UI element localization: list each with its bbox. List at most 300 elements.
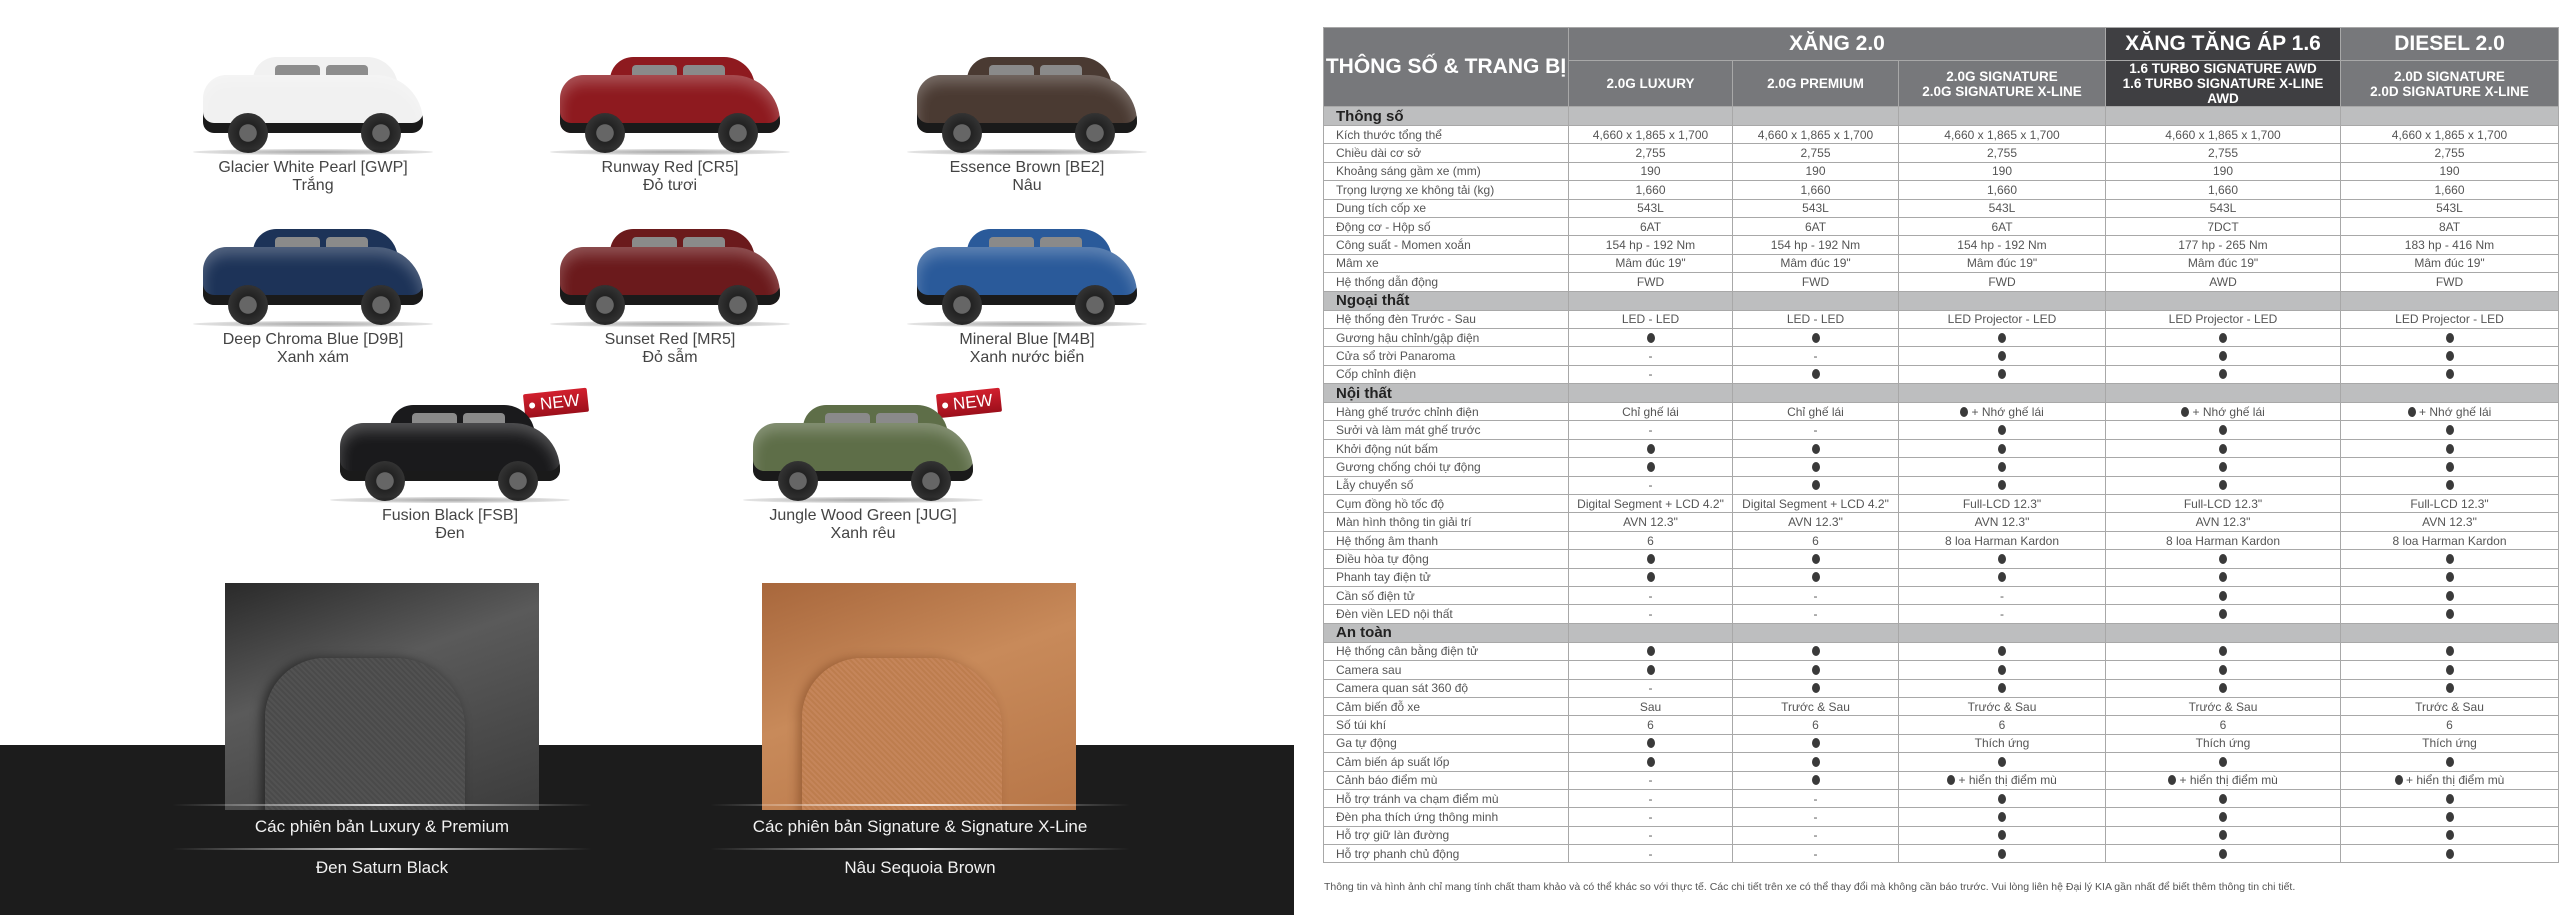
spec-label: Hệ thống âm thanh bbox=[1324, 531, 1569, 549]
spec-value bbox=[1569, 642, 1733, 660]
spec-label: Cần số điện tử bbox=[1324, 586, 1569, 604]
spec-value: 6 bbox=[1733, 716, 1899, 734]
check-dot-icon bbox=[1998, 572, 2006, 582]
spec-value: Sau bbox=[1569, 697, 1733, 715]
spec-value bbox=[2106, 421, 2341, 439]
spec-value bbox=[2106, 586, 2341, 604]
spec-value bbox=[1569, 550, 1733, 568]
spec-value bbox=[1899, 458, 2106, 476]
spec-value: 8 loa Harman Kardon bbox=[2341, 531, 2559, 549]
spec-value: - bbox=[1733, 347, 1899, 365]
spec-value bbox=[1733, 439, 1899, 457]
spec-value: 4,660 x 1,865 x 1,700 bbox=[2341, 126, 2559, 144]
check-dot-icon bbox=[1998, 683, 2006, 693]
spec-value: 154 hp - 192 Nm bbox=[1899, 236, 2106, 254]
spec-value bbox=[1899, 365, 2106, 383]
wheel-icon bbox=[498, 461, 538, 501]
spec-value bbox=[1733, 550, 1899, 568]
variant-label: 2.0G PREMIUM bbox=[1767, 76, 1864, 91]
check-dot-icon bbox=[1998, 554, 2006, 564]
color-name-vn: Xanh rêu bbox=[830, 525, 896, 542]
spec-value bbox=[2341, 586, 2559, 604]
spec-value: - bbox=[1733, 845, 1899, 863]
spec-value bbox=[2341, 328, 2559, 346]
spec-value: LED Projector - LED bbox=[2106, 310, 2341, 328]
check-dot-icon bbox=[1647, 462, 1655, 472]
spec-value bbox=[1899, 661, 2106, 679]
check-dot-icon bbox=[1998, 794, 2006, 804]
wheel-icon bbox=[361, 113, 401, 153]
spec-value-text: + Nhớ ghế lái bbox=[1968, 404, 2044, 419]
spec-value: 4,660 x 1,865 x 1,700 bbox=[1733, 126, 1899, 144]
check-dot-icon bbox=[2219, 830, 2227, 840]
spec-value: - bbox=[1733, 789, 1899, 807]
check-dot-icon bbox=[1647, 665, 1655, 675]
check-dot-icon bbox=[2446, 812, 2454, 822]
table-row bbox=[1324, 568, 2559, 586]
spec-value: 543L bbox=[1733, 199, 1899, 217]
table-row bbox=[1324, 365, 2559, 383]
spec-value: - bbox=[1733, 586, 1899, 604]
color-card bbox=[300, 390, 600, 543]
spec-value: 543L bbox=[1569, 199, 1733, 217]
check-dot-icon bbox=[2219, 369, 2227, 379]
spec-value bbox=[1733, 642, 1899, 660]
spec-value: 4,660 x 1,865 x 1,700 bbox=[2106, 126, 2341, 144]
spec-label: Hỗ trợ phanh chủ động bbox=[1324, 845, 1569, 863]
spec-value: 6 bbox=[2106, 716, 2341, 734]
spec-value: 2,755 bbox=[1733, 144, 1899, 162]
spec-value: LED - LED bbox=[1569, 310, 1733, 328]
wheel-icon bbox=[718, 113, 758, 153]
spec-value bbox=[2341, 826, 2559, 844]
spec-value bbox=[2106, 403, 2341, 421]
spec-label: Cửa sổ trời Panaroma bbox=[1324, 347, 1569, 365]
wheel-icon bbox=[718, 285, 758, 325]
spec-value: 154 hp - 192 Nm bbox=[1569, 236, 1733, 254]
spec-value bbox=[2106, 661, 2341, 679]
color-card bbox=[877, 45, 1177, 195]
check-dot-icon bbox=[1812, 554, 1820, 564]
spec-value: 543L bbox=[2106, 199, 2341, 217]
spec-value bbox=[1899, 826, 2106, 844]
check-dot-icon bbox=[1812, 646, 1820, 656]
new-badge: NEW bbox=[523, 388, 589, 419]
spec-label: Cụm đồng hồ tốc độ bbox=[1324, 495, 1569, 513]
group-header-diesel-2-0: DIESEL 2.0 bbox=[2341, 28, 2559, 61]
check-dot-icon bbox=[2446, 609, 2454, 619]
section-filler bbox=[2106, 107, 2341, 126]
spec-value: 1,660 bbox=[1569, 181, 1733, 199]
spec-value: Full-LCD 12.3" bbox=[2341, 495, 2559, 513]
spec-value: FWD bbox=[1569, 273, 1733, 291]
divider bbox=[710, 848, 1130, 850]
spec-value: 2,755 bbox=[2106, 144, 2341, 162]
spec-label: Cảm biến đỗ xe bbox=[1324, 697, 1569, 715]
check-dot-icon bbox=[1812, 369, 1820, 379]
check-dot-icon bbox=[2395, 775, 2403, 785]
wheel-icon bbox=[228, 113, 268, 153]
spec-value bbox=[2106, 679, 2341, 697]
spec-value bbox=[1899, 403, 2106, 421]
divider bbox=[710, 804, 1130, 806]
check-dot-icon bbox=[2219, 572, 2227, 582]
variant-header bbox=[1569, 61, 1733, 107]
section-filler bbox=[2341, 384, 2559, 403]
check-dot-icon bbox=[1647, 757, 1655, 767]
check-dot-icon bbox=[2219, 591, 2227, 601]
check-dot-icon bbox=[1812, 572, 1820, 582]
spec-value bbox=[1733, 734, 1899, 752]
spec-value: AVN 12.3" bbox=[1899, 513, 2106, 531]
spec-label: Kích thước tổng thể bbox=[1324, 126, 1569, 144]
spec-value bbox=[2106, 753, 2341, 771]
spec-value bbox=[2341, 845, 2559, 863]
table-row bbox=[1324, 826, 2559, 844]
check-dot-icon bbox=[2446, 665, 2454, 675]
check-dot-icon bbox=[1812, 757, 1820, 767]
color-name-vn: Trắng bbox=[292, 177, 334, 194]
spec-value bbox=[2341, 403, 2559, 421]
color-card bbox=[163, 45, 463, 195]
color-name: Fusion Black [FSB] bbox=[381, 507, 519, 524]
spec-value: 543L bbox=[2341, 199, 2559, 217]
section-title: Nội thất bbox=[1324, 384, 1569, 403]
spec-label: Hệ thống dẫn động bbox=[1324, 273, 1569, 291]
wheel-icon bbox=[585, 113, 625, 153]
check-dot-icon bbox=[1647, 333, 1655, 343]
check-dot-icon bbox=[2219, 462, 2227, 472]
check-dot-icon bbox=[2446, 333, 2454, 343]
spec-value: 1,660 bbox=[2341, 181, 2559, 199]
table-row bbox=[1324, 421, 2559, 439]
spec-label: Dung tích cốp xe bbox=[1324, 199, 1569, 217]
variant-label: 2.0D SIGNATURE X-LINE bbox=[2370, 83, 2529, 99]
spec-value bbox=[2341, 421, 2559, 439]
spec-label: Công suất - Momen xoắn bbox=[1324, 236, 1569, 254]
spec-value-text: + hiển thị điểm mù bbox=[2176, 773, 2278, 788]
spec-value bbox=[2106, 771, 2341, 789]
spec-value: 190 bbox=[1569, 162, 1733, 180]
spec-value bbox=[2106, 605, 2341, 623]
color-name-vn: Nâu bbox=[1012, 177, 1042, 194]
spec-label: Gương chống chói tự động bbox=[1324, 458, 1569, 476]
spec-label: Lẫy chuyển số bbox=[1324, 476, 1569, 494]
section-filler bbox=[1899, 384, 2106, 403]
spec-value: 190 bbox=[1733, 162, 1899, 180]
spec-label: Mâm xe bbox=[1324, 254, 1569, 272]
spec-value-text: + hiển thị điểm mù bbox=[2402, 773, 2505, 788]
table-row bbox=[1324, 254, 2559, 272]
table-row bbox=[1324, 199, 2559, 217]
check-dot-icon bbox=[2446, 794, 2454, 804]
section-header-row bbox=[1324, 384, 2559, 403]
color-card bbox=[713, 390, 1013, 543]
check-dot-icon bbox=[2219, 351, 2227, 361]
spec-value: 183 hp - 416 Nm bbox=[2341, 236, 2559, 254]
section-title: Thông số bbox=[1324, 107, 1569, 126]
check-dot-icon bbox=[1647, 554, 1655, 564]
spec-value: FWD bbox=[1899, 273, 2106, 291]
check-dot-icon bbox=[1647, 738, 1655, 748]
spec-label: Khoảng sáng gầm xe (mm) bbox=[1324, 162, 1569, 180]
spec-value: 1,660 bbox=[1733, 181, 1899, 199]
check-dot-icon bbox=[1647, 572, 1655, 582]
check-dot-icon bbox=[2219, 757, 2227, 767]
table-row bbox=[1324, 217, 2559, 235]
check-dot-icon bbox=[2181, 407, 2189, 417]
spec-value bbox=[2106, 642, 2341, 660]
color-name: Deep Chroma Blue [D9B] bbox=[222, 331, 404, 348]
spec-value: LED - LED bbox=[1733, 310, 1899, 328]
section-filler bbox=[1733, 291, 1899, 310]
variant-label: 2.0G SIGNATURE X-LINE bbox=[1922, 83, 2082, 99]
spec-label: Ga tự động bbox=[1324, 734, 1569, 752]
color-name-vn: Xanh nước biển bbox=[969, 349, 1085, 366]
spec-value bbox=[1899, 642, 2106, 660]
spec-label: Gương hậu chỉnh/gập điện bbox=[1324, 328, 1569, 346]
table-row bbox=[1324, 679, 2559, 697]
spec-value bbox=[1733, 771, 1899, 789]
check-dot-icon bbox=[1812, 444, 1820, 454]
interior-swatch-saturn-black bbox=[225, 583, 539, 810]
spec-value bbox=[2341, 568, 2559, 586]
check-dot-icon bbox=[1812, 683, 1820, 693]
check-dot-icon bbox=[2446, 849, 2454, 859]
spec-value bbox=[1899, 679, 2106, 697]
spec-value: 154 hp - 192 Nm bbox=[1733, 236, 1899, 254]
wheel-icon bbox=[942, 285, 982, 325]
spec-value: Thích ứng bbox=[2341, 734, 2559, 752]
new-badge: NEW bbox=[936, 388, 1002, 419]
check-dot-icon bbox=[2219, 480, 2227, 490]
spec-label: Cảm biến áp suất lốp bbox=[1324, 753, 1569, 771]
car-image bbox=[540, 45, 800, 155]
wheel-icon bbox=[778, 461, 818, 501]
spec-label: Camera sau bbox=[1324, 661, 1569, 679]
variant-header bbox=[2106, 61, 2341, 107]
spec-label: Số túi khí bbox=[1324, 716, 1569, 734]
spec-label: Hỗ trợ tránh va chạm điểm mù bbox=[1324, 789, 1569, 807]
section-filler bbox=[1733, 107, 1899, 126]
table-row bbox=[1324, 126, 2559, 144]
spec-value bbox=[1733, 476, 1899, 494]
variant-label: 1.6 TURBO SIGNATURE AWD bbox=[2129, 61, 2317, 76]
spec-value: Mâm đúc 19" bbox=[1569, 254, 1733, 272]
spec-value bbox=[2106, 808, 2341, 826]
table-row bbox=[1324, 845, 2559, 863]
spec-value bbox=[1899, 845, 2106, 863]
spec-value: Chỉ ghế lái bbox=[1733, 403, 1899, 421]
table-row bbox=[1324, 771, 2559, 789]
car-image bbox=[540, 217, 800, 327]
spec-label: Phanh tay điện tử bbox=[1324, 568, 1569, 586]
spec-value bbox=[1899, 439, 2106, 457]
table-row bbox=[1324, 697, 2559, 715]
check-dot-icon bbox=[1998, 665, 2006, 675]
spec-value bbox=[2106, 476, 2341, 494]
table-row bbox=[1324, 716, 2559, 734]
spec-value: Thích ứng bbox=[2106, 734, 2341, 752]
spec-value bbox=[2106, 568, 2341, 586]
section-filler bbox=[1569, 291, 1733, 310]
section-header-row bbox=[1324, 107, 2559, 126]
spec-value: 190 bbox=[2106, 162, 2341, 180]
spec-value bbox=[2106, 439, 2341, 457]
spec-value bbox=[2341, 550, 2559, 568]
check-dot-icon bbox=[2219, 646, 2227, 656]
section-title: Ngoại thất bbox=[1324, 291, 1569, 310]
spec-value bbox=[2106, 365, 2341, 383]
check-dot-icon bbox=[2408, 407, 2416, 417]
spec-label: Hàng ghế trước chỉnh điện bbox=[1324, 403, 1569, 421]
spec-value: 6 bbox=[2341, 716, 2559, 734]
check-dot-icon bbox=[2446, 757, 2454, 767]
color-card bbox=[520, 45, 820, 195]
spec-value: 6 bbox=[1569, 531, 1733, 549]
color-name-vn: Đỏ tươi bbox=[642, 177, 698, 194]
spec-label: Đèn viền LED nội thất bbox=[1324, 605, 1569, 623]
car-shadow bbox=[907, 149, 1147, 155]
check-dot-icon bbox=[2446, 425, 2454, 435]
check-dot-icon bbox=[2446, 830, 2454, 840]
check-dot-icon bbox=[1998, 849, 2006, 859]
spec-value bbox=[2341, 753, 2559, 771]
wheel-icon bbox=[942, 113, 982, 153]
check-dot-icon bbox=[2446, 444, 2454, 454]
spec-value bbox=[2106, 789, 2341, 807]
spec-value: 4,660 x 1,865 x 1,700 bbox=[1899, 126, 2106, 144]
table-row bbox=[1324, 808, 2559, 826]
variant-header bbox=[2341, 61, 2559, 107]
spec-value: Thích ứng bbox=[1899, 734, 2106, 752]
spec-table bbox=[1323, 27, 2559, 863]
section-filler bbox=[1569, 384, 1733, 403]
check-dot-icon bbox=[1812, 480, 1820, 490]
wheel-icon bbox=[1075, 285, 1115, 325]
check-dot-icon bbox=[2219, 812, 2227, 822]
check-dot-icon bbox=[2219, 683, 2227, 693]
spec-value bbox=[2341, 642, 2559, 660]
trim-color-label: Nâu Sequoia Brown bbox=[844, 858, 996, 877]
section-filler bbox=[2106, 384, 2341, 403]
spec-value: Mâm đúc 19" bbox=[1899, 254, 2106, 272]
spec-value: 6 bbox=[1899, 716, 2106, 734]
table-row bbox=[1324, 661, 2559, 679]
color-name-vn: Đỏ sẫm bbox=[642, 349, 698, 366]
check-dot-icon bbox=[1947, 775, 1955, 785]
table-row bbox=[1324, 753, 2559, 771]
section-filler bbox=[2341, 107, 2559, 126]
spec-value: 177 hp - 265 Nm bbox=[2106, 236, 2341, 254]
spec-value: Mâm đúc 19" bbox=[2341, 254, 2559, 272]
check-dot-icon bbox=[1812, 665, 1820, 675]
check-dot-icon bbox=[1812, 775, 1820, 785]
spec-value: 1,660 bbox=[1899, 181, 2106, 199]
spec-value bbox=[1569, 328, 1733, 346]
spec-value bbox=[1569, 458, 1733, 476]
spec-value bbox=[2341, 789, 2559, 807]
check-dot-icon bbox=[2446, 462, 2454, 472]
spec-value bbox=[1899, 328, 2106, 346]
spec-value: LED Projector - LED bbox=[1899, 310, 2106, 328]
spec-label: Hệ thống đèn Trước - Sau bbox=[1324, 310, 1569, 328]
spec-value: AVN 12.3" bbox=[1733, 513, 1899, 531]
table-row bbox=[1324, 181, 2559, 199]
color-name: Runway Red [CR5] bbox=[601, 159, 739, 176]
car-image bbox=[183, 45, 443, 155]
spec-value bbox=[1569, 439, 1733, 457]
spec-value bbox=[1733, 679, 1899, 697]
check-dot-icon bbox=[2219, 665, 2227, 675]
table-row bbox=[1324, 403, 2559, 421]
disclaimer-footnote: Thông tin và hình ảnh chỉ mang tính chất tham khảo và có thể khác so với thực tế. Các chi tiết trên xe có thể thay đổi mà không cần báo trước. Vui lòng liên hệ Đại lý KIA gần nhất để biết thêm thông tin chi tiết. bbox=[1324, 881, 2296, 893]
spec-value bbox=[2341, 808, 2559, 826]
check-dot-icon bbox=[1998, 369, 2006, 379]
spec-value: - bbox=[1569, 808, 1733, 826]
variant-label: 2.0D SIGNATURE bbox=[2394, 68, 2505, 84]
variant-label: 2.0G SIGNATURE bbox=[1946, 68, 2058, 84]
car-image bbox=[183, 217, 443, 327]
spec-value: 6AT bbox=[1569, 217, 1733, 235]
spec-value bbox=[1899, 476, 2106, 494]
car-shadow bbox=[330, 497, 570, 503]
spec-value: - bbox=[1899, 605, 2106, 623]
color-name: Glacier White Pearl [GWP] bbox=[218, 159, 408, 176]
spec-value: Mâm đúc 19" bbox=[1733, 254, 1899, 272]
section-filler bbox=[2341, 291, 2559, 310]
table-row bbox=[1324, 476, 2559, 494]
color-name: Sunset Red [MR5] bbox=[604, 331, 736, 348]
spec-value: - bbox=[1733, 826, 1899, 844]
trim-color-label: Đen Saturn Black bbox=[315, 858, 449, 877]
spec-value: 8 loa Harman Kardon bbox=[1899, 531, 2106, 549]
spec-value: Full-LCD 12.3" bbox=[1899, 495, 2106, 513]
section-filler bbox=[2106, 623, 2341, 642]
check-dot-icon bbox=[2168, 775, 2176, 785]
section-filler bbox=[1569, 623, 1733, 642]
table-row bbox=[1324, 605, 2559, 623]
car-shadow bbox=[743, 497, 983, 503]
check-dot-icon bbox=[1998, 757, 2006, 767]
spec-value bbox=[1899, 789, 2106, 807]
table-row bbox=[1324, 144, 2559, 162]
check-dot-icon bbox=[1998, 480, 2006, 490]
spec-value bbox=[1899, 421, 2106, 439]
spec-value bbox=[1733, 328, 1899, 346]
wheel-icon bbox=[1075, 113, 1115, 153]
spec-value bbox=[2341, 679, 2559, 697]
table-row bbox=[1324, 531, 2559, 549]
check-dot-icon bbox=[2219, 444, 2227, 454]
check-dot-icon bbox=[1960, 407, 1968, 417]
check-dot-icon bbox=[2219, 425, 2227, 435]
spec-value bbox=[1569, 661, 1733, 679]
section-filler bbox=[1899, 623, 2106, 642]
check-dot-icon bbox=[2446, 369, 2454, 379]
check-dot-icon bbox=[1812, 333, 1820, 343]
spec-value bbox=[1733, 458, 1899, 476]
check-dot-icon bbox=[1812, 738, 1820, 748]
spec-value: AVN 12.3" bbox=[2341, 513, 2559, 531]
check-dot-icon bbox=[2219, 333, 2227, 343]
spec-value: 2,755 bbox=[1899, 144, 2106, 162]
spec-label: Trọng lượng xe không tải (kg) bbox=[1324, 181, 1569, 199]
table-title: THÔNG SỐ & TRANG BỊ bbox=[1324, 28, 1569, 107]
check-dot-icon bbox=[1998, 812, 2006, 822]
seat-panel-image bbox=[265, 658, 465, 810]
spec-value: Digital Segment + LCD 4.2" bbox=[1733, 495, 1899, 513]
